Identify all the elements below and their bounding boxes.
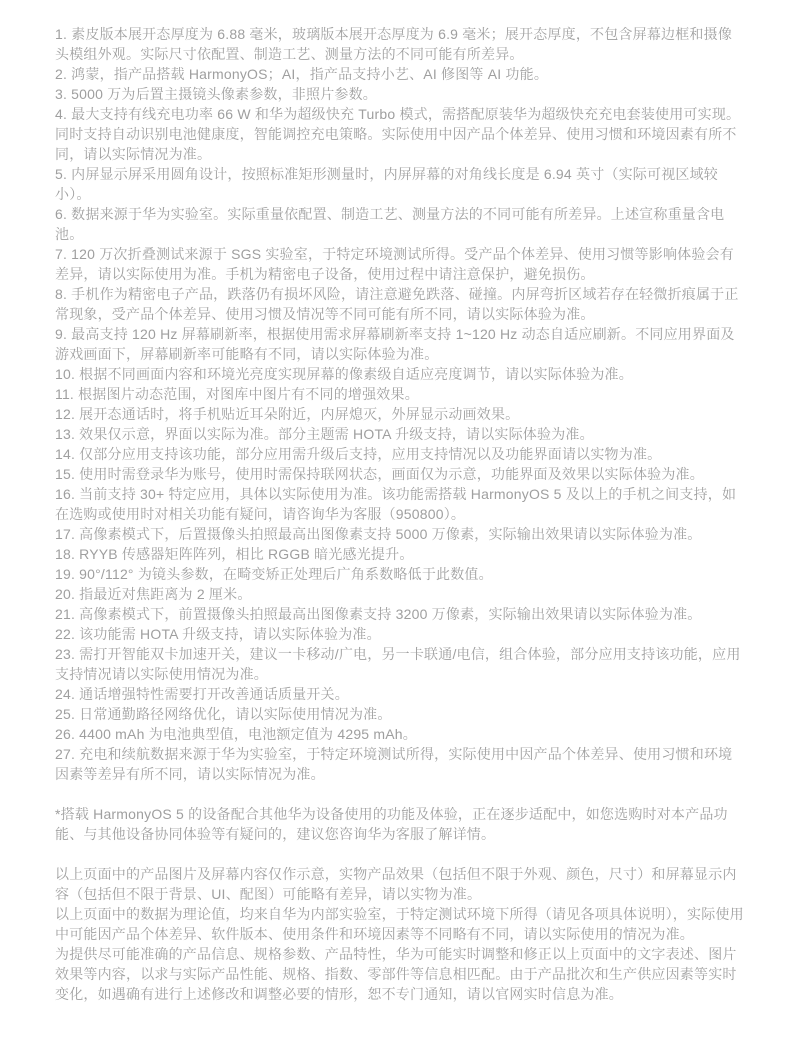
footnote-item-20: 20. 指最近对焦距离为 2 厘米。 — [55, 586, 252, 602]
footnote-item-16: 16. 当前支持 30+ 特定应用，具体以实际使用为准。该功能需搭载 HarmonyOS 5 及以上的手机之间支持，如在选购或使用时对相关功能有疑问，请咨询华为客服（950800）。 — [55, 486, 737, 522]
footnote-item-13: 13. 效果仅示意，界面以实际为准。部分主题需 HOTA 升级支持，请以实际体验为准。 — [55, 426, 594, 442]
footnote-item-3: 3. 5000 万为后置主摄镜头像素参数，非照片参数。 — [55, 86, 377, 102]
footnote-item-5: 5. 内屏显示屏采用圆角设计，按照标准矩形测量时，内屏屏幕的对角线长度是 6.94 英寸（实际可视区域较小）。 — [55, 166, 718, 202]
harmonyos-compatibility-note — [55, 804, 746, 844]
footnote-item-25: 25. 日常通勤路径网络优化，请以实际使用情况为准。 — [55, 706, 392, 722]
footnote-item-12: 12. 展开态通话时，将手机贴近耳朵附近，内屏熄灭，外屏显示动画效果。 — [55, 406, 520, 422]
disclaimer-images: 以上页面中的产品图片及屏幕内容仅作示意，实物产品效果（包括但不限于外观、颜色，尺寸）和屏幕显示内容（包括但不限于背景、UI、配图）可能略有差异，请以实物为准。 — [55, 866, 737, 902]
footnote-item-10: 10. 根据不同画面内容和环境光亮度实现屏幕的像素级自适应亮度调节，请以实际体验为准。 — [55, 366, 633, 382]
footnote-item-17: 17. 高像素模式下，后置摄像头拍照最高出图像素支持 5000 万像素，实际输出效果请以实际体验为准。 — [55, 526, 702, 542]
footnote-item-24: 24. 通话增强特性需要打开改善通话质量开关。 — [55, 686, 349, 702]
footnote-item-4: 4. 最大支持有线充电功率 66 W 和华为超级快充 Turbo 模式，需搭配原装华为超级快充充电套装使用可实现。同时支持自动识别电池健康度，智能调控充电策略。实际使用中因产品个体差异、使用习惯和环境因素有所不同，请以实际情况为准。 — [55, 106, 741, 162]
footnote-item-7: 7. 120 万次折叠测试来源于 SGS 实验室，于特定环境测试所得。受产品个体差异、使用习惯等影响体验会有差异，请以实际使用为准。手机为精密电子设备，使用过程中请注意保护，避免损伤。 — [55, 246, 734, 282]
footnote-item-9: 9. 最高支持 120 Hz 屏幕刷新率，根据使用需求屏幕刷新率支持 1~120 Hz 动态自适应刷新。不同应用界面及游戏画面下，屏幕刷新率可能略有不同，请以实际体验为准。 — [55, 326, 735, 362]
footnote-item-23: 23. 需打开智能双卡加速开关，建议一卡移动/广电，另一卡联通/电信，组合体验，部分应用支持该功能，应用支持情况请以实际使用情况为准。 — [55, 646, 741, 682]
general-disclaimers — [55, 864, 746, 1004]
footnote-item-26: 26. 4400 mAh 为电池典型值，电池额定值为 4295 mAh。 — [55, 726, 417, 742]
footnote-item-21: 21. 高像素模式下，前置摄像头拍照最高出图像素支持 3200 万像素，实际输出效果请以实际体验为准。 — [55, 606, 702, 622]
footnote-item-22: 22. 该功能需 HOTA 升级支持，请以实际体验为准。 — [55, 626, 381, 642]
footnote-item-8: 8. 手机作为精密电子产品，跌落仍有损坏风险，请注意避免跌落、碰撞。内屏弯折区域若存在轻微折痕属于正常现象，受产品个体差异、使用习惯及情况等不同可能有所不同，请以实际体验为准。 — [55, 286, 739, 322]
harmonyos-note-text: *搭载 HarmonyOS 5 的设备配合其他华为设备使用的功能及体验，正在逐步适配中，如您选购时对本产品功能、与其他设备协同体验等有疑问的，建议您咨询华为客服了解详情。 — [55, 806, 728, 842]
footnote-item-19: 19. 90°/112° 为镜头参数，在畸变矫正处理后广角系数略低于此数值。 — [55, 566, 493, 582]
footnote-item-2: 2. 鸿蒙，指产品搭载 HarmonyOS；AI，指产品支持小艺、AI 修图等 AI 功能。 — [55, 66, 549, 82]
disclaimer-spec-changes: 为提供尽可能准确的产品信息、规格参数、产品特性，华为可能实时调整和修正以上页面中的文字表述、图片效果等内容，以求与实际产品性能、规格、指数、零部件等信息相匹配。由于产品批次和生产供应因素等实时变化，如遇确有进行上述修改和调整必要的情形，恕不专门通知，请以官网实时信息为准。 — [55, 946, 737, 1002]
footnote-item-18: 18. RYYB 传感器矩阵阵列，相比 RGGB 暗光感光提升。 — [55, 546, 414, 562]
footnote-item-14: 14. 仅部分应用支持该功能，部分应用需升级后支持，应用支持情况以及功能界面请以实物为准。 — [55, 446, 662, 462]
disclaimer-lab-data: 以上页面中的数据为理论值，均来自华为内部实验室，于特定测试环境下所得（请见各项具体说明），实际使用中可能因产品个体差异、软件版本、使用条件和环境因素等不同略有不同，请以实际使用的情况为准。 — [55, 906, 744, 942]
footnote-item-6: 6. 数据来源于华为实验室。实际重量依配置、制造工艺、测量方法的不同可能有所差异。上述宣称重量含电池。 — [55, 206, 725, 242]
footnote-item-11: 11. 根据图片动态范围，对图库中图片有不同的增强效果。 — [55, 386, 419, 402]
footnote-item-27: 27. 充电和续航数据来源于华为实验室，于特定环境测试所得，实际使用中因产品个体差异、使用习惯和环境因素等差异有所不同，请以实际情况为准。 — [55, 746, 733, 782]
footnote-item-15: 15. 使用时需登录华为账号，使用时需保持联网状态，画面仅为示意，功能界面及效果以实际体验为准。 — [55, 466, 704, 482]
numbered-footnotes-list — [55, 24, 746, 784]
footnote-item-1: 1. 素皮版本展开态厚度为 6.88 毫米，玻璃版本展开态厚度为 6.9 毫米；展开态厚度，不包含屏幕边框和摄像头模组外观。实际尺寸依配置、制造工艺、测量方法的不同可能有所差异。 — [55, 26, 733, 62]
